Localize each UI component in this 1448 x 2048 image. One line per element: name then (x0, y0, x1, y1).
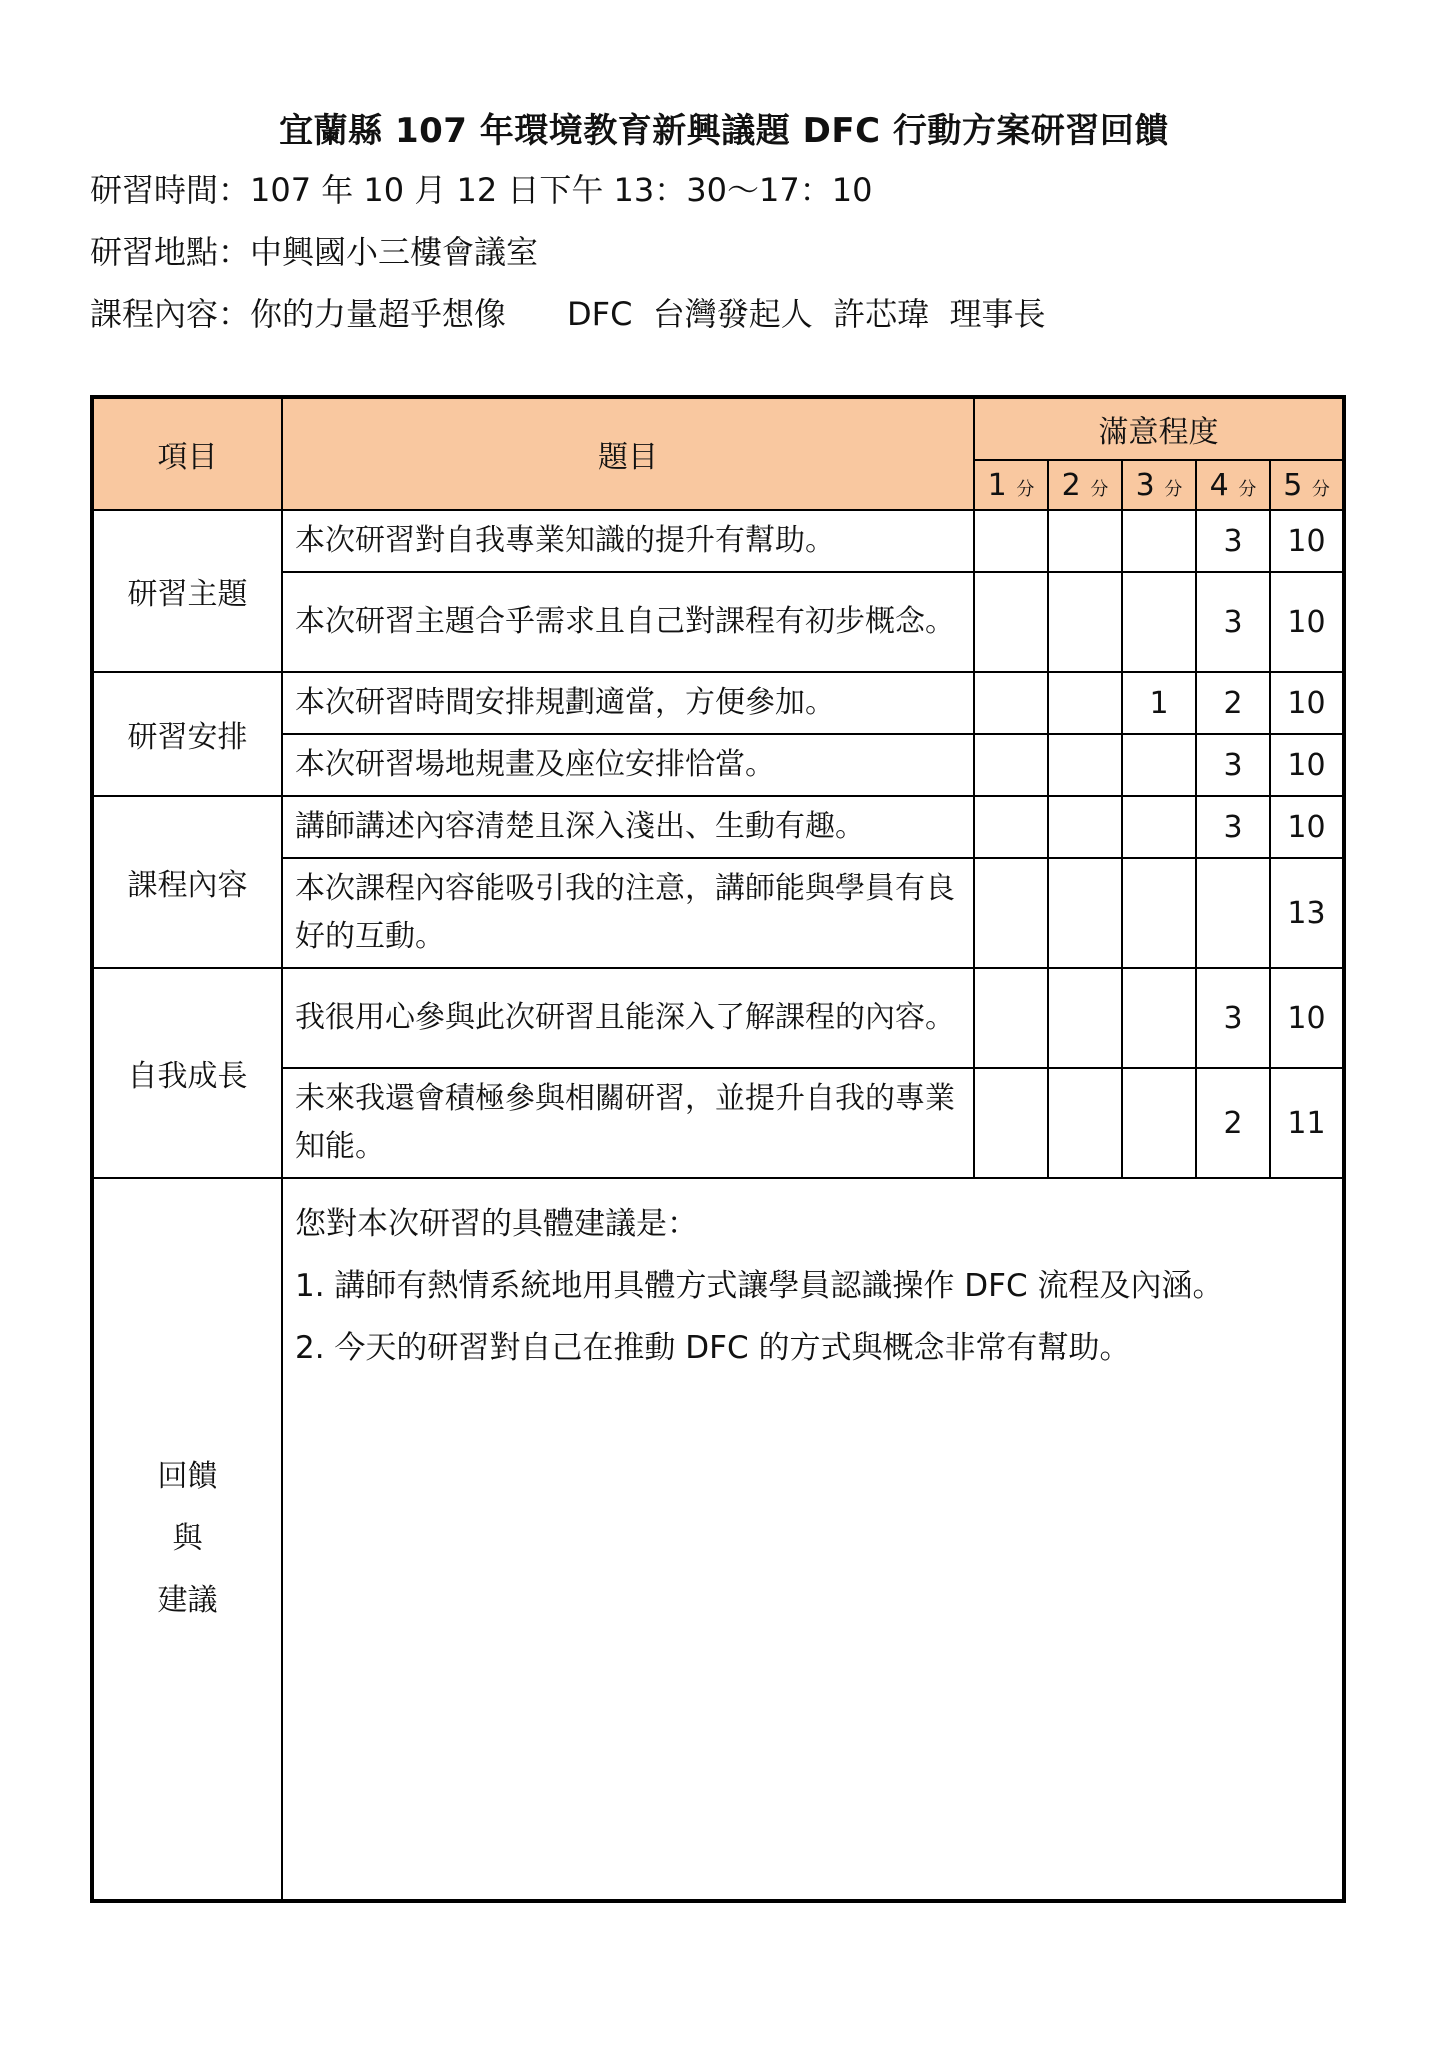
count-cell: 10 (1270, 796, 1344, 858)
count-cell (974, 672, 1048, 734)
count-cell (1122, 796, 1196, 858)
feedback-item: 1. 講師有熱情系統地用具體方式讓學員認識操作 DFC 流程及內涵。 (295, 1268, 1224, 1304)
feedback-content (282, 1178, 1344, 1901)
category-label: 研習主題 (92, 510, 282, 672)
header-score-3: 3 分 (1122, 460, 1196, 510)
question-text: 本次研習場地規畫及座位安排恰當。 (282, 734, 974, 796)
count-cell (1048, 968, 1122, 1068)
count-cell (1122, 968, 1196, 1068)
count-cell: 10 (1270, 734, 1344, 796)
count-cell (1196, 858, 1270, 968)
header-item: 項目 (92, 397, 282, 510)
page-title: 宜蘭縣 107 年環境教育新興議題 DFC 行動方案研習回饋 (279, 111, 1169, 151)
count-cell (1122, 572, 1196, 672)
table-row (92, 796, 1344, 858)
feedback-row (92, 1178, 1344, 1901)
header-score-2: 2 分 (1048, 460, 1122, 510)
feedback-table (90, 395, 1346, 1903)
count-cell (1122, 734, 1196, 796)
category-label: 自我成長 (92, 968, 282, 1178)
category-label: 課程內容 (92, 796, 282, 968)
count-cell (974, 1068, 1048, 1178)
count-cell (1122, 1068, 1196, 1178)
count-cell (974, 734, 1048, 796)
course-content: 課程內容：你的力量超乎想像 DFC 台灣發起人 許芯瑋 理事長 (90, 295, 1046, 333)
count-cell (1048, 672, 1122, 734)
count-cell: 3 (1196, 968, 1270, 1068)
feedback-prompt: 您對本次研習的具體建議是： (295, 1206, 698, 1242)
count-cell (974, 572, 1048, 672)
count-cell: 10 (1270, 968, 1344, 1068)
header-satisfaction: 滿意程度 (974, 397, 1344, 460)
question-text: 本次研習對自我專業知識的提升有幫助。 (282, 510, 974, 572)
count-cell: 2 (1196, 672, 1270, 734)
count-cell (974, 510, 1048, 572)
header-score-5: 5 分 (1270, 460, 1344, 510)
question-text: 我很用心參與此次研習且能深入了解課程的內容。 (282, 968, 974, 1068)
header-question: 題目 (282, 397, 974, 510)
count-cell: 2 (1196, 1068, 1270, 1178)
count-cell: 10 (1270, 672, 1344, 734)
question-text: 未來我還會積極參與相關研習，並提升自我的專業知能。 (282, 1068, 974, 1178)
count-cell (1048, 796, 1122, 858)
count-cell (1048, 572, 1122, 672)
count-cell (974, 796, 1048, 858)
count-cell (1122, 858, 1196, 968)
table-row (92, 510, 1344, 572)
header-score-4: 4 分 (1196, 460, 1270, 510)
feedback-item: 2. 今天的研習對自己在推動 DFC 的方式與概念非常有幫助。 (295, 1330, 1131, 1366)
count-cell: 11 (1270, 1068, 1344, 1178)
question-text: 本次課程內容能吸引我的注意，講師能與學員有良好的互動。 (282, 858, 974, 968)
question-text: 本次研習時間安排規劃適當，方便參加。 (282, 672, 974, 734)
count-cell (1048, 510, 1122, 572)
table-row (92, 968, 1344, 1068)
header-score-1: 1 分 (974, 460, 1048, 510)
question-text: 講師講述內容清楚且深入淺出、生動有趣。 (282, 796, 974, 858)
count-cell: 3 (1196, 510, 1270, 572)
category-label: 研習安排 (92, 672, 282, 796)
count-cell: 3 (1196, 572, 1270, 672)
table-row (92, 672, 1344, 734)
count-cell: 3 (1196, 796, 1270, 858)
training-time: 研習時間：107 年 10 月 12 日下午 13：30～17：10 (90, 171, 873, 209)
count-cell (1048, 734, 1122, 796)
count-cell (1048, 1068, 1122, 1178)
question-text: 本次研習主題合乎需求且自己對課程有初步概念。 (282, 572, 974, 672)
count-cell (974, 968, 1048, 1068)
count-cell (974, 858, 1048, 968)
count-cell (1122, 510, 1196, 572)
count-cell: 10 (1270, 510, 1344, 572)
count-cell: 1 (1122, 672, 1196, 734)
count-cell: 13 (1270, 858, 1344, 968)
feedback-label: 回饋 與 建議 (92, 1178, 282, 1901)
training-location: 研習地點：中興國小三樓會議室 (90, 233, 539, 271)
count-cell: 10 (1270, 572, 1344, 672)
count-cell: 3 (1196, 734, 1270, 796)
count-cell (1048, 858, 1122, 968)
